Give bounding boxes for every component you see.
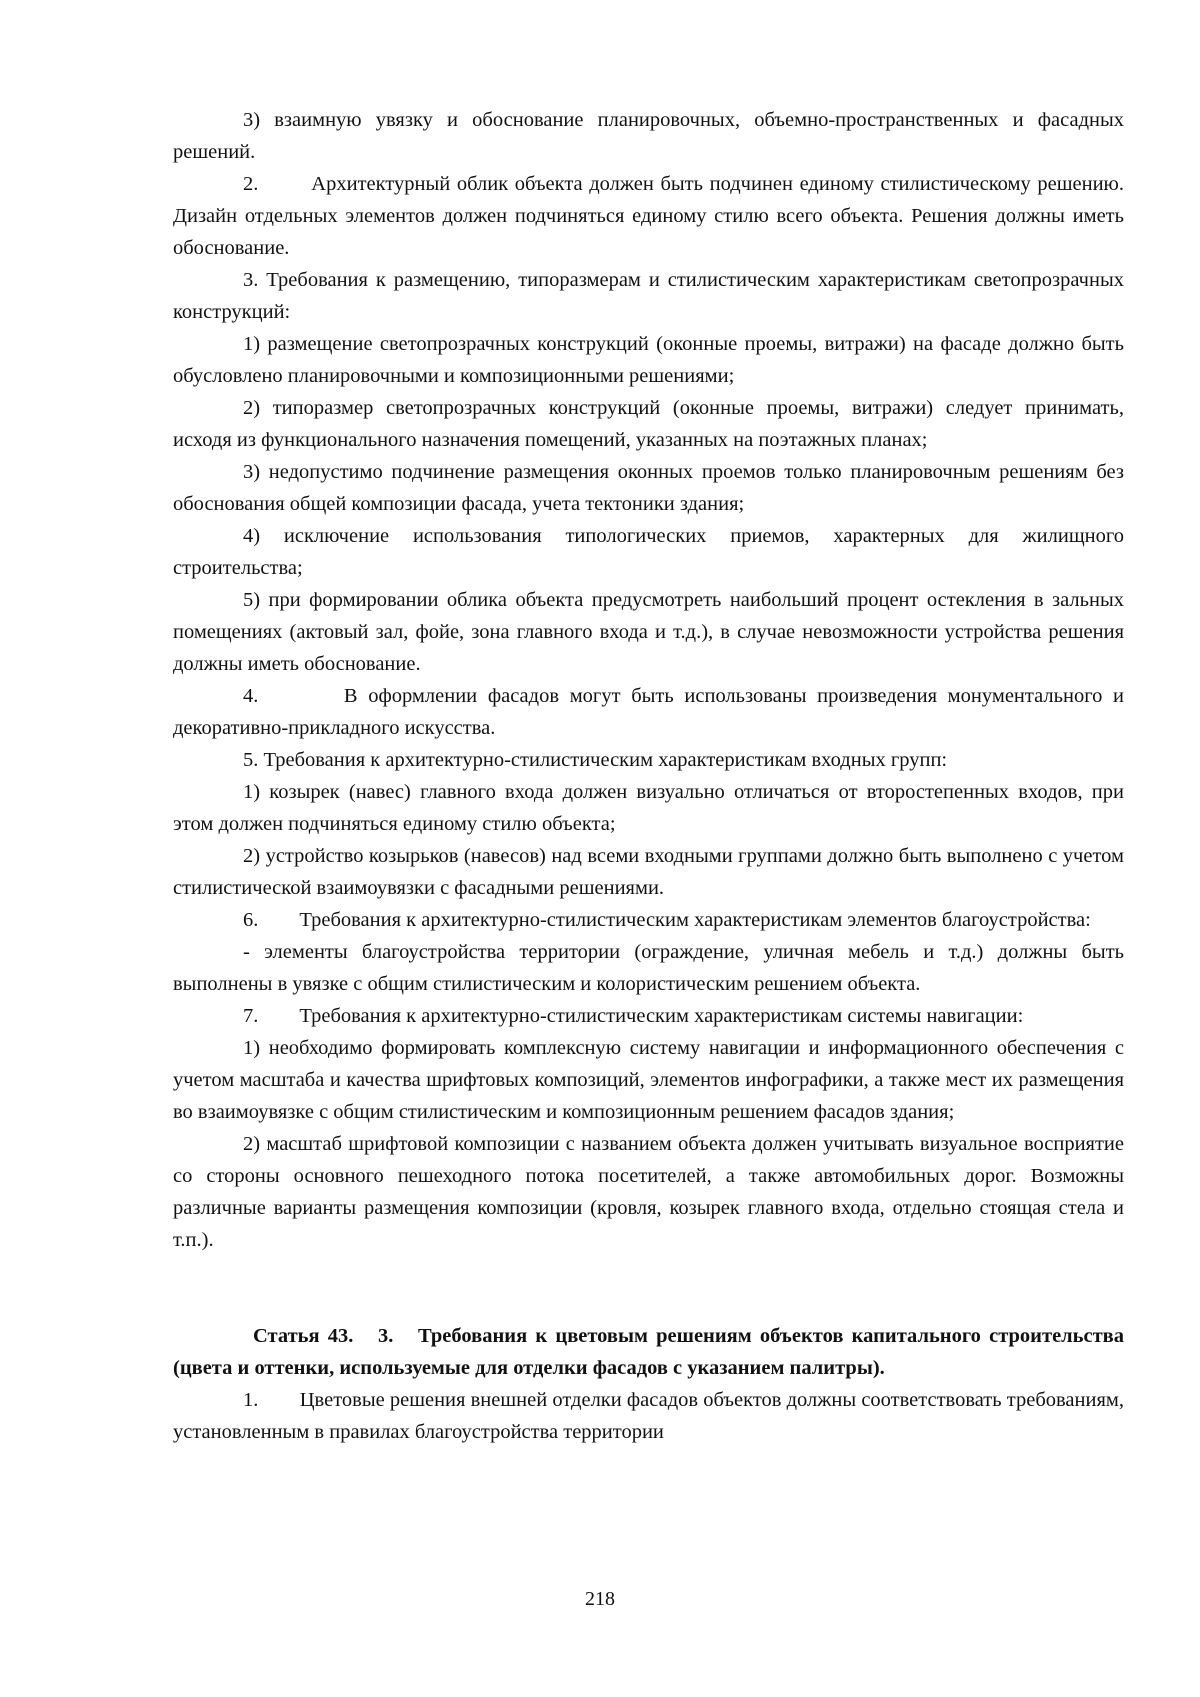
paragraph-1: 3) взаимную увязку и обоснование планировочных, объемно-пространственных и фасадных решений. xyxy=(173,109,1124,163)
paragraph-9: 4. В оформлении фасадов могут быть использованы произведения монументального и декоративно-прикладного искусства. xyxy=(173,685,1130,739)
paragraph-5: 2) типоразмер светопрозрачных конструкций (оконные проемы, витражи) следует принимать, исходя из функционального назначения помещений, указанных на поэтажных планах; xyxy=(173,397,1124,451)
paragraph-14: - элементы благоустройства территории (ограждение, уличная мебель и т.д.) должны быть выполнены в увязке с общим стилистическим и колористическим решением объекта. xyxy=(173,941,1124,995)
document-page xyxy=(173,104,1130,1448)
paragraph-after-heading-1: 1. Цветовые решения внешней отделки фасадов объектов должны соответствовать требованиям, установленным в правилах благоустройства территории xyxy=(173,1389,1130,1443)
paragraph-12: 2) устройство козырьков (навесов) над всеми входными группами должно быть выполнено с учетом стилистической взаимоувязки с фасадными решениями. xyxy=(173,845,1124,899)
page-number: 218 xyxy=(585,1588,615,1610)
paragraph-11: 1) козырек (навес) главного входа должен визуально отличаться от второстепенных входов, при этом должен подчиняться единому стилю объекта; xyxy=(173,781,1124,835)
paragraph-3: 3. Требования к размещению, типоразмерам и стилистическим характеристикам светопрозрачных конструкций: xyxy=(173,269,1124,323)
paragraph-2: 2. Архитектурный облик объекта должен быть подчинен единому стилистическому решению. Дизайн отдельных элементов должен подчиняться единому стилю всего объекта. Решения должны иметь обоснование. xyxy=(173,173,1130,259)
paragraph-4: 1) размещение светопрозрачных конструкций (оконные проемы, витражи) на фасаде должно быть обусловлено планировочными и композиционными решениями; xyxy=(173,333,1124,387)
paragraph-13: 6. Требования к архитектурно-стилистическим характеристикам элементов благоустройства: xyxy=(243,909,1091,931)
article-heading: Статья 43. 3. Требования к цветовым решениям объектов капитального строительства (цвета и оттенки, используемые для отделки фасадов с указанием палитры). xyxy=(173,1325,1130,1379)
paragraph-15: 7. Требования к архитектурно-стилистическим характеристикам системы навигации: xyxy=(243,1005,1024,1027)
paragraph-6: 3) недопустимо подчинение размещения оконных проемов только планировочным решениям без обоснования общей композиции фасада, учета тектоники здания; xyxy=(173,461,1124,515)
paragraph-7: 4) исключение использования типологических приемов, характерных для жилищного строительства; xyxy=(173,525,1124,579)
paragraph-10: 5. Требования к архитектурно-стилистическим характеристикам входных групп: xyxy=(243,749,948,771)
paragraph-17: 2) масштаб шрифтовой композиции с названием объекта должен учитывать визуальное восприятие со стороны основного пешеходного потока посетителей, а также автомобильных дорог. Возможны различные варианты размещения композиции (кровля, козырек главного входа, отдельно стоящая стела и т.п.). xyxy=(173,1133,1124,1251)
paragraph-8: 5) при формировании облика объекта предусмотреть наибольший процент остекления в зальных помещениях (актовый зал, фойе, зона главного входа и т.д.), в случае невозможности устройства решения должны иметь обоснование. xyxy=(173,589,1124,675)
paragraph-16: 1) необходимо формировать комплексную систему навигации и информационного обеспечения с учетом масштаба и качества шрифтовых композиций, элементов инфографики, а также мест их размещения во взаимоувязке с общим стилистическим и композиционным решением фасадов здания; xyxy=(173,1037,1124,1123)
